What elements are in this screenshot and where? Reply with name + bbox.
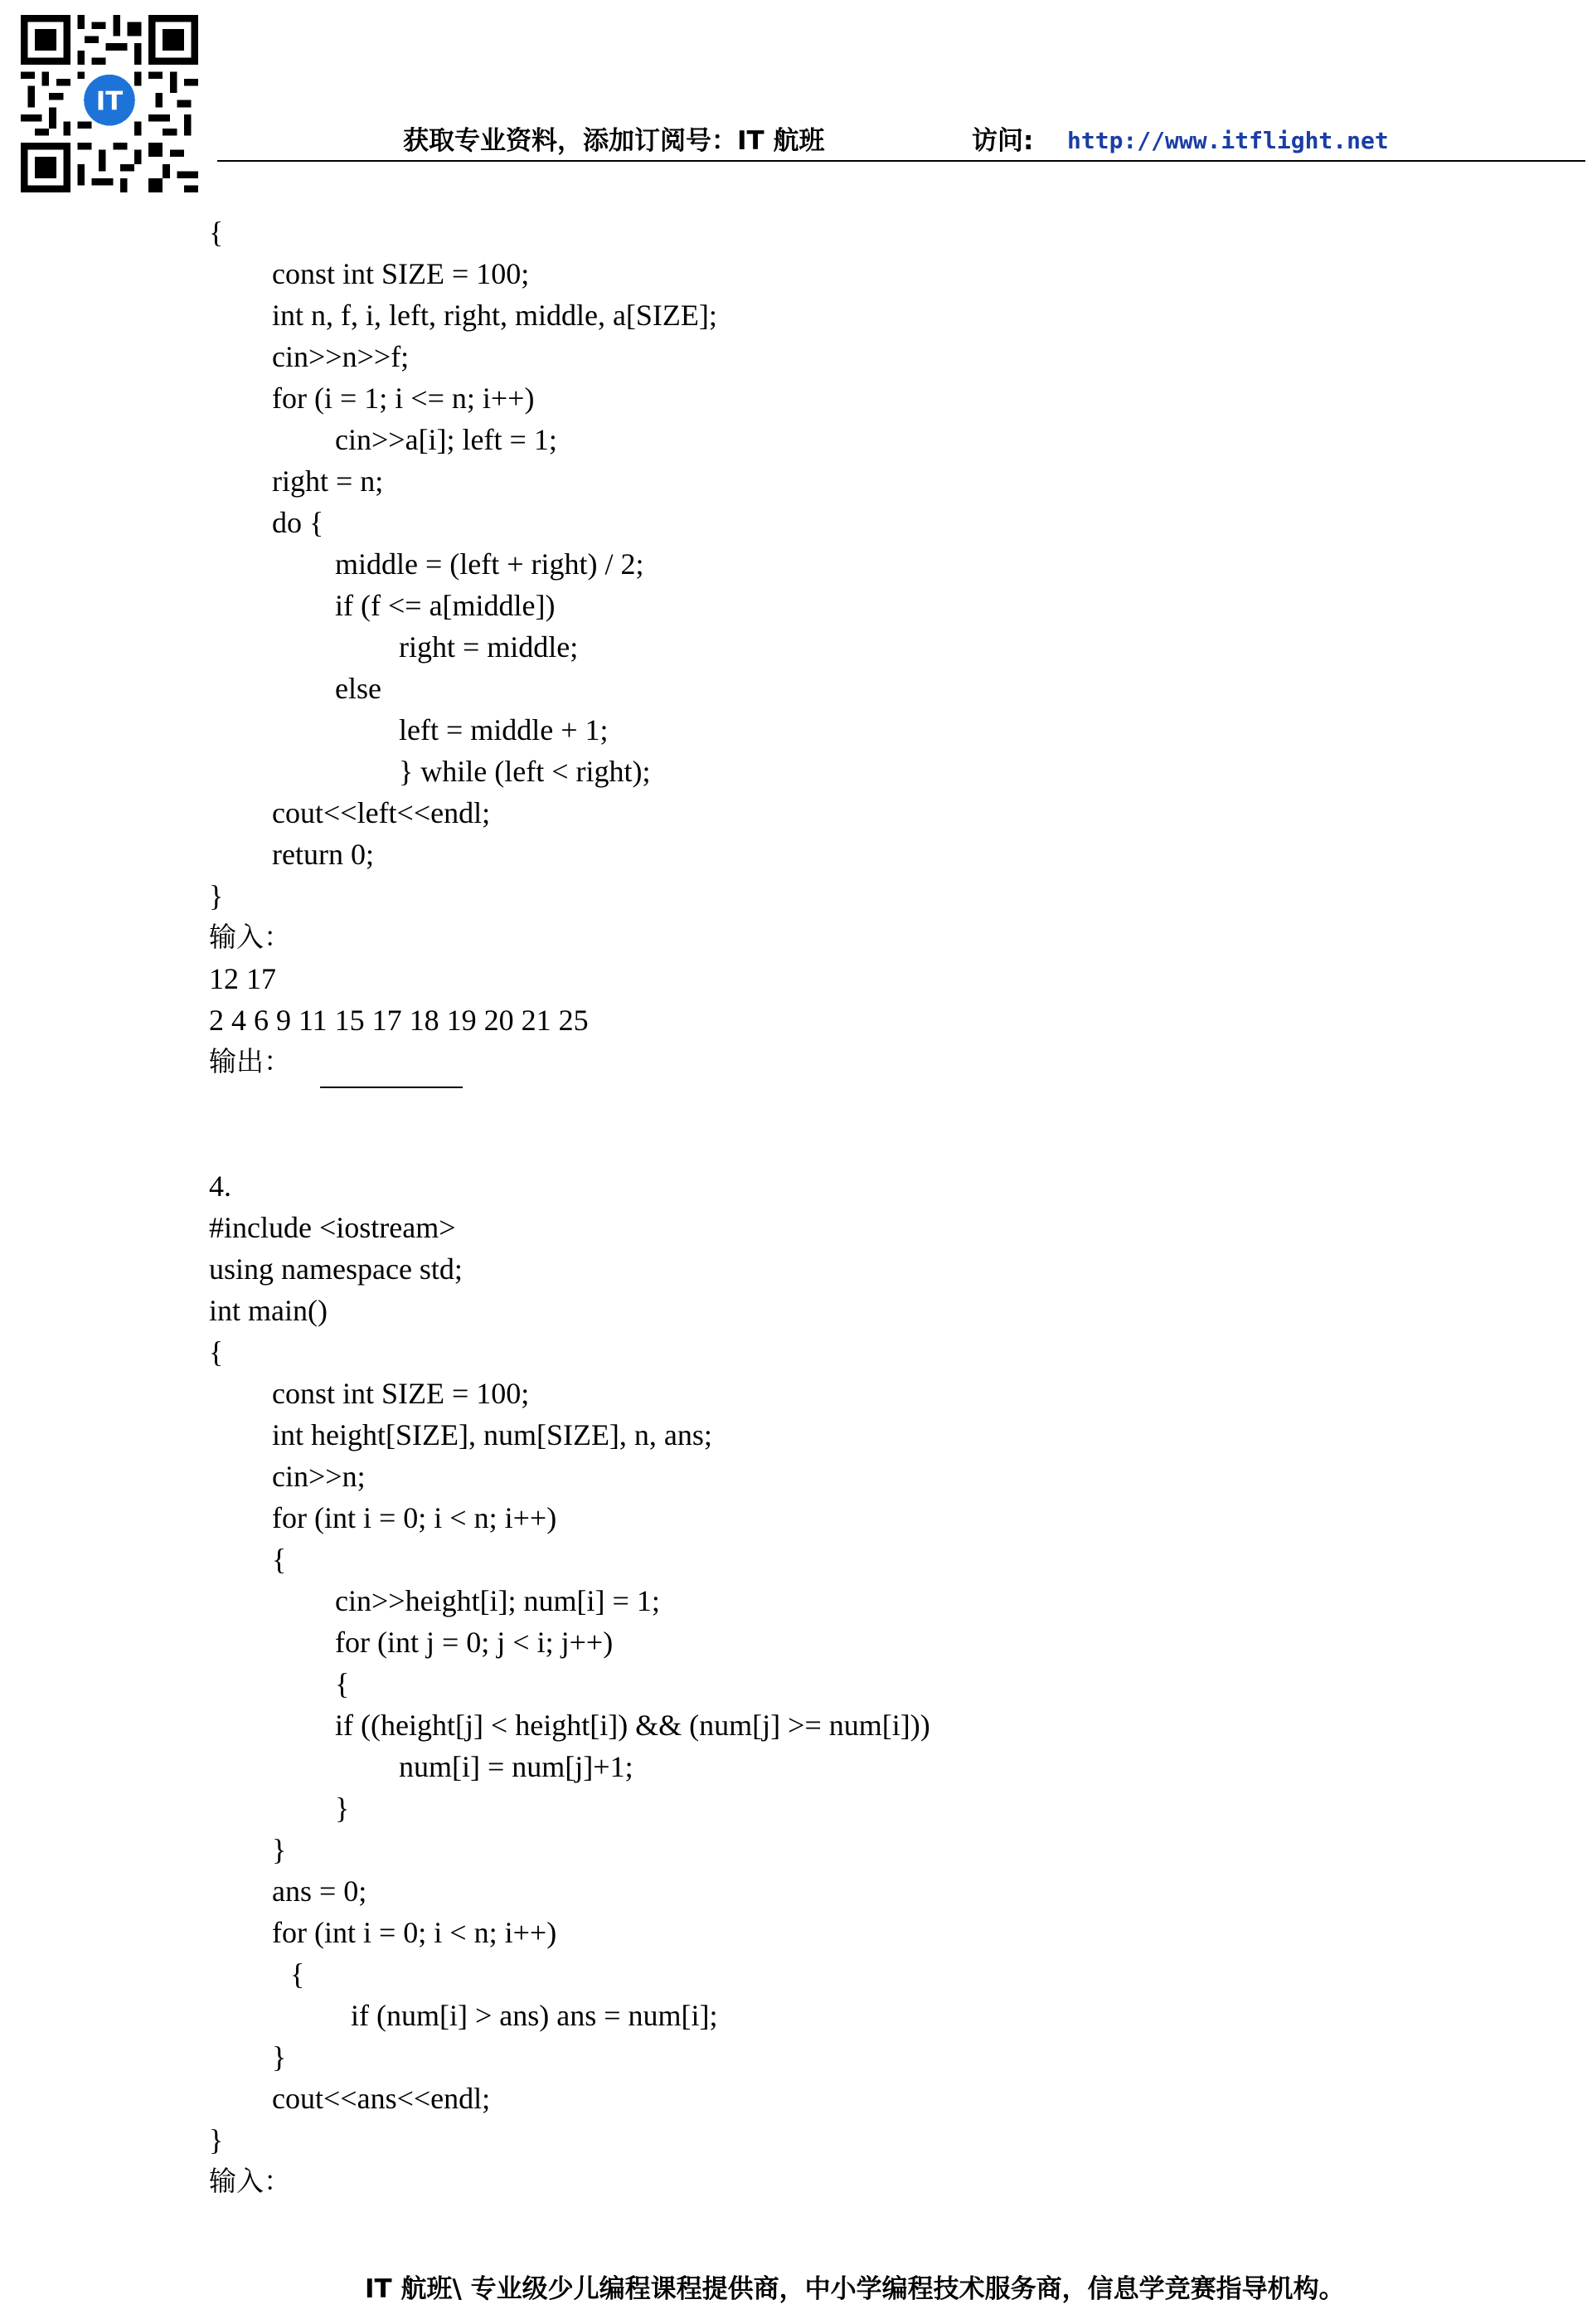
header-subscribe-text: 获取专业资料，添加订阅号：IT 航班 <box>403 126 825 156</box>
code-line: if (num[i] > ans) ans = num[i]; <box>351 1999 718 2032</box>
code-line: } <box>209 879 224 912</box>
code-line: return 0; <box>272 838 374 871</box>
input-label: 输入： <box>209 921 291 953</box>
code-line: } <box>272 1833 287 1866</box>
code-line: if (f <= a[middle]) <box>335 589 556 622</box>
qr-logo-text: IT <box>95 86 124 117</box>
code-line: #include <iostream> <box>209 1211 456 1244</box>
code-line: cout<<ans<<endl; <box>272 2082 491 2115</box>
code-line: ans = 0; <box>272 1874 367 1908</box>
code-line: num[i] = num[j]+1; <box>399 1750 633 1783</box>
code-line: const int SIZE = 100; <box>272 257 530 290</box>
footer-text: IT 航班\ 专业级少儿编程课程提供商，中小学编程技术服务商，信息学竞赛指导机构。 <box>365 2274 1345 2304</box>
question-number: 4. <box>209 1169 231 1203</box>
code-line: { <box>335 1667 350 1700</box>
code-line: const int SIZE = 100; <box>272 1377 530 1410</box>
header-divider <box>217 160 1585 162</box>
code-line: left = middle + 1; <box>399 713 609 746</box>
qr-code <box>15 15 204 192</box>
code-line: int height[SIZE], num[SIZE], n, ans; <box>272 1418 712 1451</box>
input-data-line: 12 17 <box>209 962 276 995</box>
code-line: for (i = 1; i <= n; i++) <box>272 382 535 415</box>
code-line: middle = (left + right) / 2; <box>335 547 644 581</box>
code-line: cin>>height[i]; num[i] = 1; <box>335 1584 660 1617</box>
code-line: for (int i = 0; i < n; i++) <box>272 1916 557 1949</box>
code-line: { <box>209 216 224 249</box>
answer-blank <box>320 1087 463 1088</box>
code-line: cin>>n>>f; <box>272 340 410 373</box>
code-line: for (int i = 0; i < n; i++) <box>272 1501 557 1534</box>
code-line: int main() <box>209 1294 328 1327</box>
code-line: if ((height[j] < height[i]) && (num[j] >= num[i])) <box>335 1709 930 1742</box>
code-line: } <box>209 2123 224 2156</box>
code-line: right = middle; <box>399 630 579 664</box>
code-line: right = n; <box>272 464 384 498</box>
header-url-link[interactable]: http://www.itflight.net <box>1067 127 1389 154</box>
code-line: do { <box>272 506 324 539</box>
code-line: for (int j = 0; j < i; j++) <box>335 1626 614 1659</box>
code-line: using namespace std; <box>209 1252 463 1286</box>
code-line: { <box>290 1957 305 1991</box>
code-line: else <box>335 672 381 705</box>
code-line: cin>>a[i]; left = 1; <box>335 423 557 456</box>
code-line: } while (left < right); <box>399 755 651 788</box>
code-line: } <box>335 1792 350 1825</box>
input-label: 输入： <box>209 2165 291 2197</box>
code-line: } <box>272 2040 287 2074</box>
code-line: { <box>209 1335 224 1369</box>
output-label: 输出： <box>209 1045 291 1077</box>
code-line: cin>>n; <box>272 1460 366 1493</box>
code-line: cout<<left<<endl; <box>272 796 491 829</box>
header-visit-label: 访问: <box>972 126 1034 156</box>
code-line: int n, f, i, left, right, middle, a[SIZE]; <box>272 299 717 332</box>
input-data-line: 2 4 6 9 11 15 17 18 19 20 21 25 <box>209 1004 589 1037</box>
code-line: { <box>272 1543 287 1576</box>
